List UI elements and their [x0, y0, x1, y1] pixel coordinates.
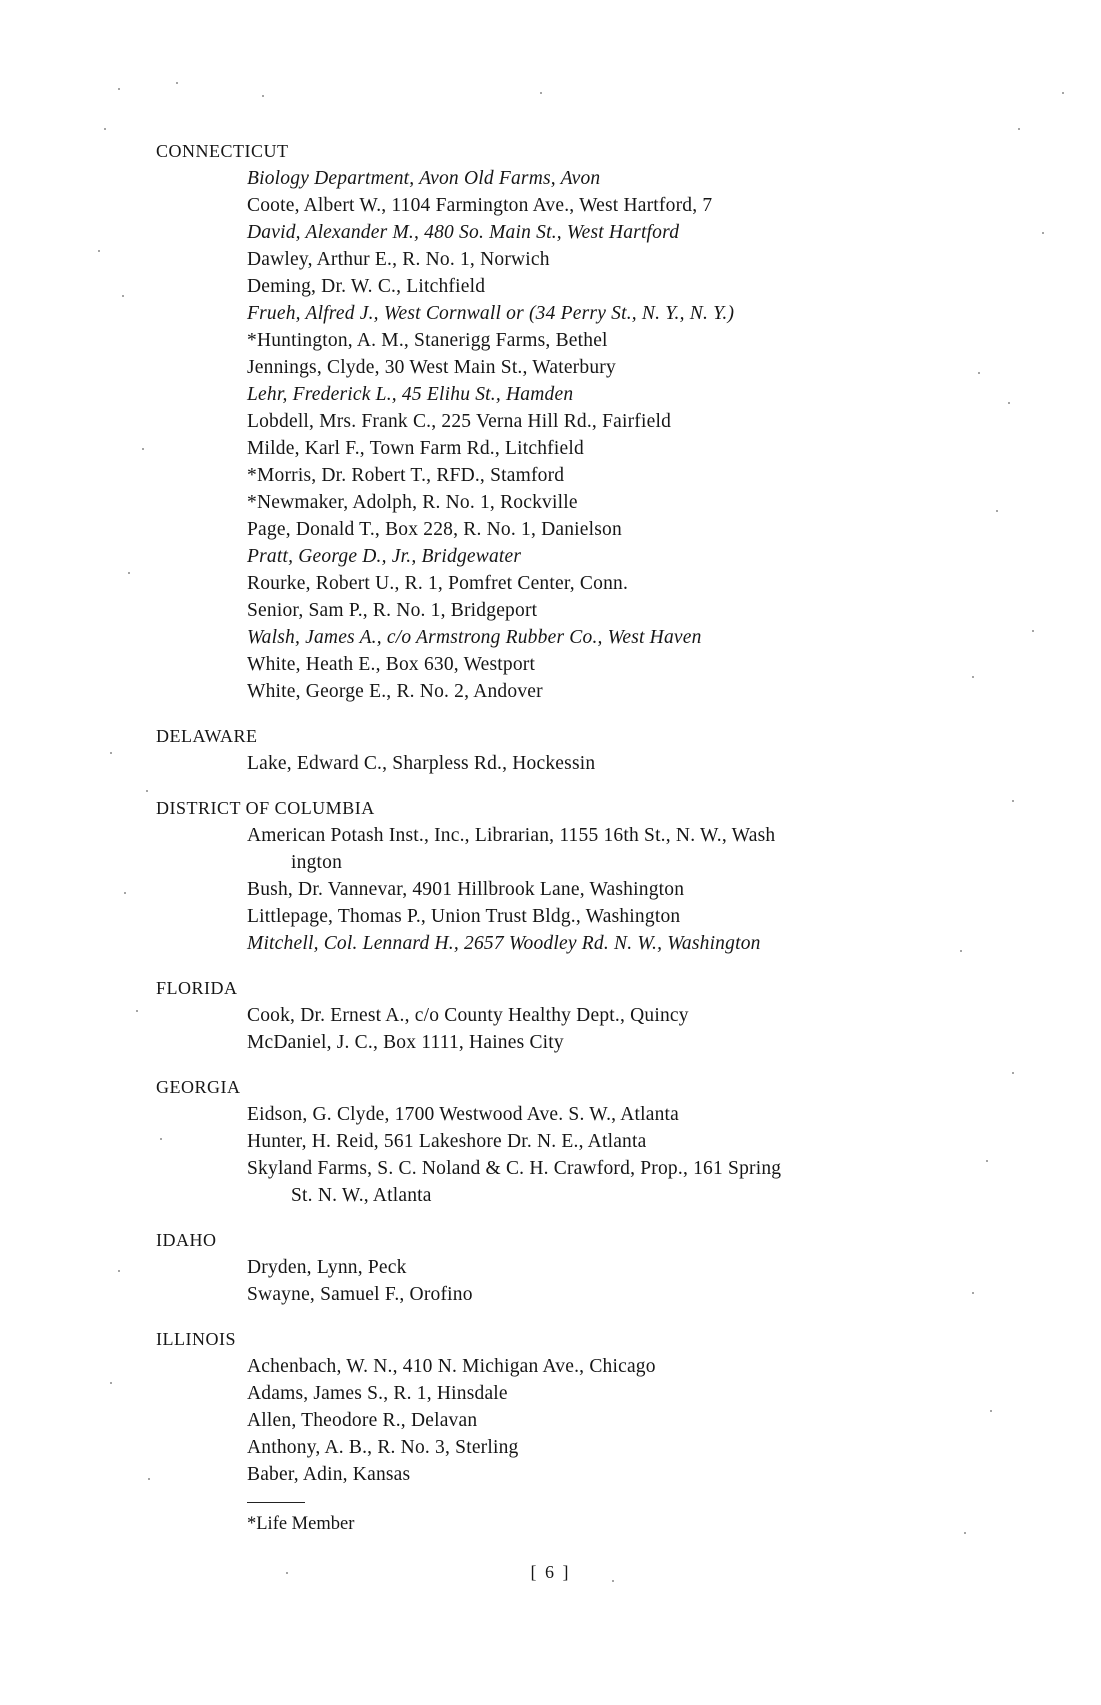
state-section — [156, 1209, 976, 1308]
member-entry-text: Page, Donald T., Box 228, R. No. 1, Danielson — [247, 519, 622, 540]
member-list — [156, 1353, 976, 1488]
member-entry — [247, 678, 976, 705]
member-entry-text: Littlepage, Thomas P., Union Trust Bldg., Washington — [247, 906, 681, 927]
member-entry — [247, 1155, 976, 1209]
scan-speck — [1012, 1072, 1014, 1074]
member-entry — [247, 903, 976, 930]
member-list — [156, 165, 976, 705]
member-entry-text: Hunter, H. Reid, 561 Lakeshore Dr. N. E., Atlanta — [247, 1131, 647, 1152]
scan-speck — [146, 790, 148, 792]
member-list — [156, 1254, 976, 1308]
member-entry — [247, 597, 976, 624]
state-section — [156, 138, 976, 705]
scan-speck — [148, 1478, 150, 1480]
member-entry — [247, 1029, 976, 1056]
state-heading: DELAWARE — [156, 726, 258, 746]
member-entry-text: Lehr, Frederick L., 45 Elihu St., Hamden — [247, 384, 574, 405]
member-list — [156, 1002, 976, 1056]
member-entry-text: Milde, Karl F., Town Farm Rd., Litchfield — [247, 438, 584, 459]
member-list — [156, 1101, 976, 1209]
member-entry — [247, 1101, 976, 1128]
scan-speck — [996, 510, 998, 512]
scan-speck — [104, 128, 106, 130]
member-entry-text: White, Heath E., Box 630, Westport — [247, 654, 536, 675]
member-list — [156, 750, 976, 777]
scan-speck — [286, 1572, 288, 1574]
member-entry — [247, 192, 976, 219]
scan-speck — [128, 572, 130, 574]
page-number: [ 6 ] — [530, 1562, 571, 1582]
member-entry — [247, 1002, 976, 1029]
state-section — [156, 957, 976, 1056]
state-heading: FLORIDA — [156, 978, 238, 998]
scan-speck — [122, 295, 124, 297]
scan-speck — [136, 1010, 138, 1012]
member-entry — [247, 1128, 976, 1155]
member-list — [156, 822, 976, 957]
scan-speck — [1042, 232, 1044, 234]
member-entry-text: Coote, Albert W., 1104 Farmington Ave., West Hartford, 7 — [247, 195, 713, 216]
member-entry — [247, 876, 976, 903]
member-entry-text: Biology Department, Avon Old Farms, Avon — [247, 168, 601, 189]
scan-speck — [1018, 128, 1020, 130]
scan-speck — [990, 1410, 992, 1412]
scan-speck — [964, 1532, 966, 1534]
member-entry — [247, 219, 976, 246]
scan-speck — [1008, 402, 1010, 404]
scan-speck — [978, 372, 980, 374]
member-entry-text: Senior, Sam P., R. No. 1, Bridgeport — [247, 600, 538, 621]
member-entry-text: *Morris, Dr. Robert T., RFD., Stamford — [247, 465, 565, 486]
state-heading: IDAHO — [156, 1230, 217, 1250]
member-entry — [247, 1380, 976, 1407]
scan-speck — [972, 1292, 974, 1294]
member-entry — [247, 624, 976, 651]
member-entry-text: Achenbach, W. N., 410 N. Michigan Ave., Chicago — [247, 1356, 656, 1377]
member-entry — [247, 246, 976, 273]
state-heading: ILLINOIS — [156, 1329, 236, 1349]
state-heading: DISTRICT OF COLUMBIA — [156, 798, 375, 818]
member-entry-text: Pratt, George D., Jr., Bridgewater — [247, 546, 522, 567]
member-entry-text: White, George E., R. No. 2, Andover — [247, 681, 543, 702]
member-entry-text: Eidson, G. Clyde, 1700 Westwood Ave. S. W., Atlanta — [247, 1104, 680, 1125]
scan-speck — [118, 88, 120, 90]
member-entry — [247, 1353, 976, 1380]
member-entry — [247, 651, 976, 678]
member-entry-text: Frueh, Alfred J., West Cornwall or (34 Perry St., N. Y., N. Y.) — [247, 303, 735, 324]
member-entry-text: Bush, Dr. Vannevar, 4901 Hillbrook Lane, Washington — [247, 879, 685, 900]
state-section — [156, 705, 976, 777]
member-entry — [247, 462, 976, 489]
member-entry-text: *Huntington, A. M., Stanerigg Farms, Bethel — [247, 330, 608, 351]
member-entry-text: Cook, Dr. Ernest A., c/o County Healthy Dept., Quincy — [247, 1005, 689, 1026]
member-entry-text: Dryden, Lynn, Peck — [247, 1257, 407, 1278]
member-entry-text: Baber, Adin, Kansas — [247, 1464, 411, 1485]
scan-speck — [98, 250, 100, 252]
scan-speck — [110, 1382, 112, 1384]
state-section — [156, 1056, 976, 1209]
member-entry — [247, 930, 976, 957]
scan-speck — [972, 676, 974, 678]
member-entry-text: McDaniel, J. C., Box 1111, Haines City — [247, 1032, 564, 1053]
scan-speck — [1012, 800, 1014, 802]
member-entry — [247, 516, 976, 543]
member-entry — [247, 543, 976, 570]
scan-speck — [142, 448, 144, 450]
member-entry-text: Dawley, Arthur E., R. No. 1, Norwich — [247, 249, 550, 270]
scan-speck — [986, 1160, 988, 1162]
member-entry-text: Deming, Dr. W. C., Litchfield — [247, 276, 486, 297]
member-entry-text: American Potash Inst., Inc., Librarian, 1155 16th St., N. W., Wash — [247, 825, 776, 846]
member-entry — [247, 165, 976, 192]
member-entry — [247, 273, 976, 300]
member-entry — [247, 327, 976, 354]
footnote: *Life Member — [247, 1514, 355, 1534]
member-entry-text: Mitchell, Col. Lennard H., 2657 Woodley Rd. N. W., Washington — [247, 933, 761, 954]
member-entry — [247, 1461, 976, 1488]
member-entry — [247, 435, 976, 462]
member-entry-text: Allen, Theodore R., Delavan — [247, 1410, 478, 1431]
footnote-rule — [247, 1502, 305, 1503]
scan-speck — [1062, 92, 1064, 94]
member-entry — [247, 1434, 976, 1461]
member-entry-text: Walsh, James A., c/o Armstrong Rubber Co., West Haven — [247, 627, 702, 648]
member-entry-text: Adams, James S., R. 1, Hinsdale — [247, 1383, 508, 1404]
member-entry — [247, 381, 976, 408]
member-entry — [247, 1407, 976, 1434]
member-entry — [247, 408, 976, 435]
member-entry — [247, 750, 976, 777]
member-entry — [247, 570, 976, 597]
state-heading: CONNECTICUT — [156, 141, 289, 161]
scan-speck — [160, 1138, 162, 1140]
scan-speck — [176, 82, 178, 84]
scan-speck — [110, 752, 112, 754]
member-entry — [247, 1254, 976, 1281]
state-section — [156, 777, 976, 957]
member-entry-text: Skyland Farms, S. C. Noland & C. H. Crawford, Prop., 161 Spring — [247, 1158, 782, 1179]
member-directory — [156, 138, 976, 1537]
scan-speck — [124, 892, 126, 894]
member-entry-continuation: St. N. W., Atlanta — [291, 1185, 432, 1206]
member-entry-text: *Newmaker, Adolph, R. No. 1, Rockville — [247, 492, 578, 513]
member-entry-text: Jennings, Clyde, 30 West Main St., Waterbury — [247, 357, 616, 378]
scan-speck — [612, 1580, 614, 1582]
scan-speck — [118, 1270, 120, 1272]
member-entry-text: Rourke, Robert U., R. 1, Pomfret Center, Conn. — [247, 573, 629, 594]
member-entry-text: Swayne, Samuel F., Orofino — [247, 1284, 473, 1305]
member-entry-text: Lobdell, Mrs. Frank C., 225 Verna Hill Rd., Fairfield — [247, 411, 672, 432]
member-entry-text: Anthony, A. B., R. No. 3, Sterling — [247, 1437, 519, 1458]
member-entry — [247, 354, 976, 381]
member-entry — [247, 489, 976, 516]
member-entry-text: David, Alexander M., 480 So. Main St., West Hartford — [247, 222, 680, 243]
scan-speck — [1032, 630, 1034, 632]
state-section — [156, 1308, 976, 1488]
member-entry — [247, 300, 976, 327]
state-heading: GEORGIA — [156, 1077, 241, 1097]
member-entry-text: Lake, Edward C., Sharpless Rd., Hockessin — [247, 753, 596, 774]
member-entry-continuation: ington — [291, 852, 343, 873]
member-entry — [247, 822, 976, 876]
scan-speck — [540, 92, 542, 94]
scan-speck — [960, 950, 962, 952]
scan-speck — [262, 95, 264, 97]
member-entry — [247, 1281, 976, 1308]
